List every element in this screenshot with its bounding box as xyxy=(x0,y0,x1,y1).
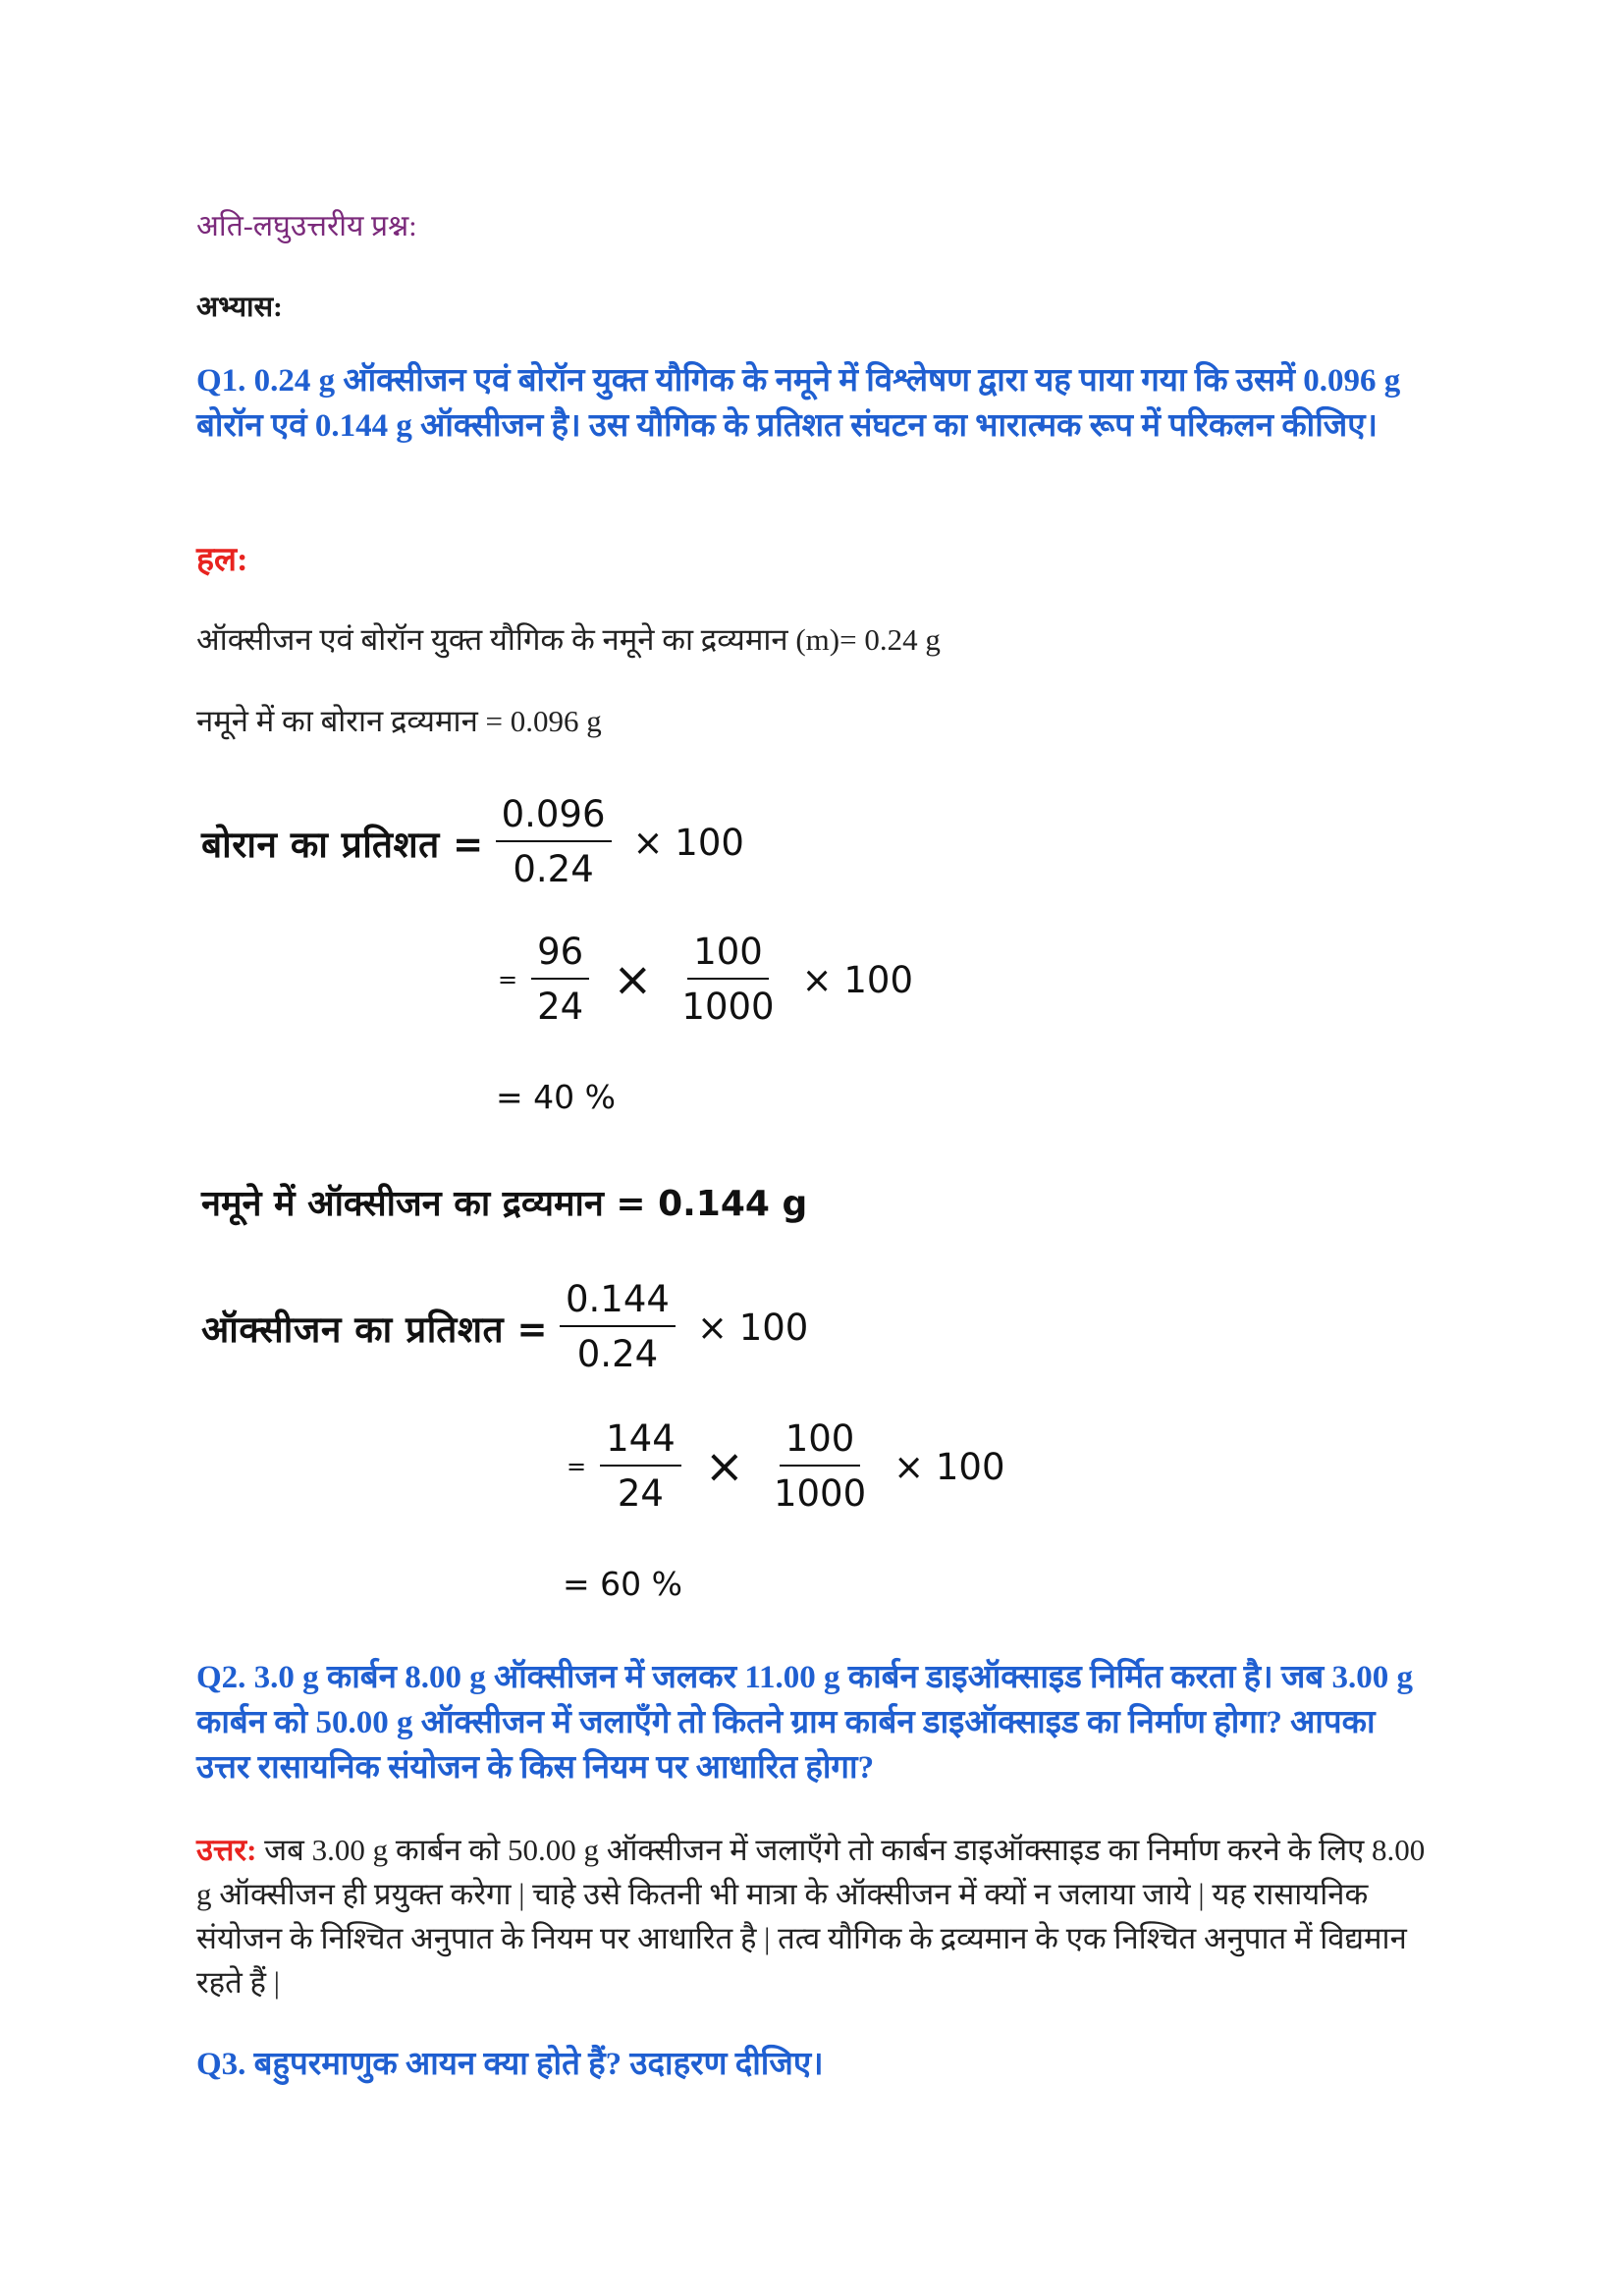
fraction-denominator: 1000 xyxy=(681,986,775,1028)
oxygen-result: = 60 % xyxy=(563,1565,682,1603)
multiplier: × 100 xyxy=(893,1445,1005,1488)
section-title: अति-लघुउत्तरीय प्रश्न: xyxy=(196,210,417,242)
fraction-denominator: 0.24 xyxy=(513,848,594,890)
times-sign: × xyxy=(613,952,653,1007)
oxygen-percent-label: ऑक्सीजन का प्रतिशत = xyxy=(201,1308,548,1351)
question-2: Q2. 3.0 g कार्बन 8.00 g ऑक्सीजन में जलकर 11.00 g कार्बन डाइऑक्साइड निर्मित करता है। जब 3.00 g कार्बन को 50.00 g ऑक्सीजन में जलाएँगे तो कितने ग्राम कार्बन डाइऑक्साइड का निर्माण होगा? आपका उत्तर रासायनिक संयोजन के किस नियम पर आधारित होगा? xyxy=(196,1660,1414,1786)
oxygen-step-2 xyxy=(567,1417,1015,1516)
sample-mass-line: ऑक्सीजन एवं बोरॉन युक्त यौगिक के नमूने का द्रव्यमान (m)= 0.24 g xyxy=(196,622,941,657)
equals-sign: = xyxy=(498,966,518,993)
fraction xyxy=(676,931,780,1029)
solution-label: हल: xyxy=(196,542,248,578)
question-3: Q3. बहुपरमाणुक आयन क्या होते हैं? उदाहरण दीजिए। xyxy=(196,2047,824,2082)
fraction-denominator: 24 xyxy=(617,1472,664,1515)
answer-text: जब 3.00 g कार्बन को 50.00 g ऑक्सीजन में जलाएँगे तो कार्बन डाइऑक्साइड का निर्माण करने के लिए 8.00 g ऑक्सीजन ही प्रयुक्त करेगा | चाहे उसे कितनी भी मात्रा के ऑक्सीजन में क्यों न जलाया जाये | यह रासायनिक संयोजन के निश्चित अनुपात के नियम पर आधारित है | तत्व यौगिक के द्रव्यमान के एक निश्चित अनुपात में विद्यमान रहते हैं | xyxy=(196,1833,1426,2000)
equals-sign: = xyxy=(567,1453,587,1480)
fraction xyxy=(600,1417,681,1516)
fraction-numerator: 0.096 xyxy=(496,793,612,842)
section-subtitle: अभ्यास: xyxy=(196,292,283,323)
boron-mass-line: नमूने में का बोरान द्रव्यमान = 0.096 g xyxy=(196,704,602,738)
question-1: Q1. 0.24 g ऑक्सीजन एवं बोरॉन युक्त यौगिक के नमूने में विश्लेषण द्वारा यह पाया गया कि उसमें 0.096 g बोरॉन एवं 0.144 g ऑक्सीजन है। उस यौगिक के प्रतिशत संघटन का भारात्मक रूप में परिकलन कीजिए। xyxy=(196,363,1401,444)
fraction-denominator: 1000 xyxy=(773,1472,867,1515)
multiplier: × 100 xyxy=(801,958,913,1001)
boron-percent-label: बोरान का प्रतिशत = xyxy=(201,823,484,866)
oxygen-percent-equation xyxy=(201,1278,818,1376)
boron-step-2 xyxy=(498,931,923,1029)
boron-result: = 40 % xyxy=(496,1078,616,1116)
oxygen-mass-line: नमूने में ऑक्सीजन का द्रव्यमान = 0.144 g xyxy=(201,1184,808,1224)
answer-label: उत्तर: xyxy=(196,1833,257,1867)
fraction-numerator: 144 xyxy=(600,1417,681,1467)
boron-percent-equation xyxy=(201,793,754,891)
fraction xyxy=(496,793,612,891)
fraction xyxy=(531,931,589,1029)
fraction-numerator: 96 xyxy=(531,931,589,980)
fraction-numerator: 100 xyxy=(780,1417,861,1467)
fraction-numerator: 100 xyxy=(687,931,769,980)
multiplier: × 100 xyxy=(632,821,744,864)
fraction-denominator: 24 xyxy=(537,986,584,1028)
answer-2 xyxy=(196,1828,1443,2004)
fraction xyxy=(768,1417,872,1516)
fraction-denominator: 0.24 xyxy=(576,1333,659,1375)
fraction-numerator: 0.144 xyxy=(560,1278,676,1327)
multiplier: × 100 xyxy=(696,1306,809,1349)
times-sign: × xyxy=(704,1439,744,1494)
fraction xyxy=(560,1278,676,1376)
